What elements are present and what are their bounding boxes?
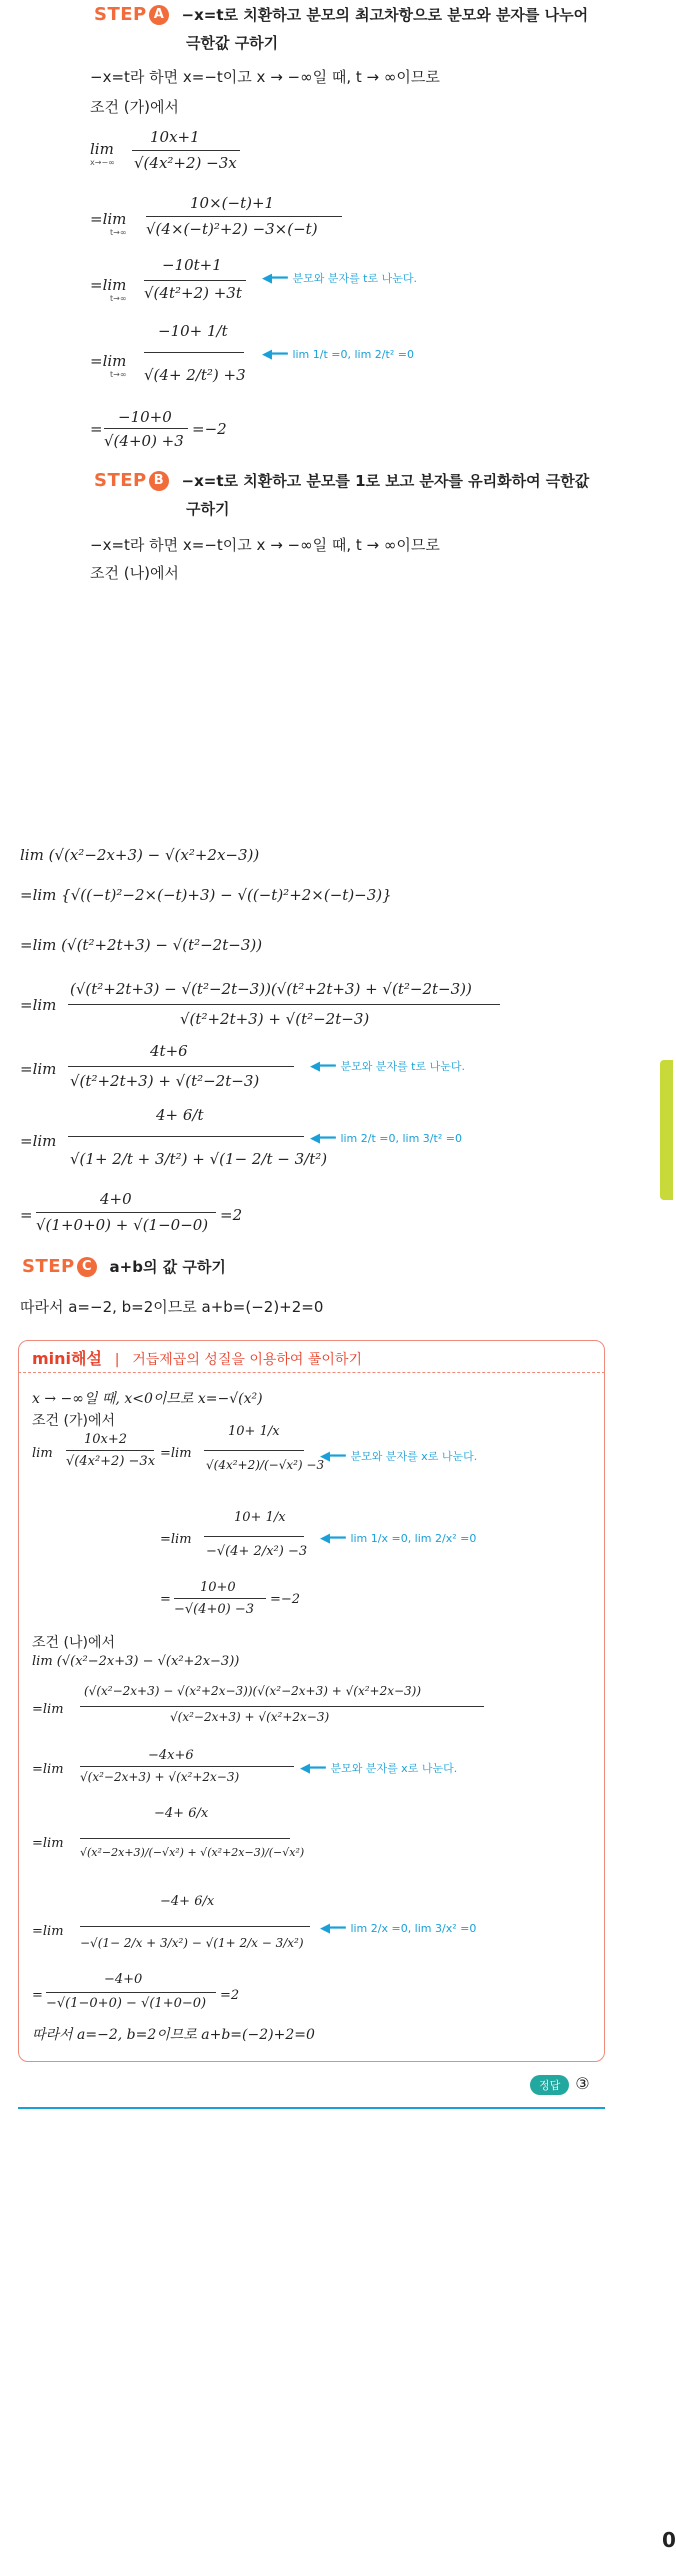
step-b-badge: B (149, 471, 169, 491)
mini-label: mini해설 (32, 1349, 102, 1368)
fraction-bar (80, 1926, 310, 1927)
fraction-bar (204, 1450, 304, 1451)
step-b-header (94, 470, 589, 491)
mini-m4-numerator: 10+ 1/x (234, 1510, 286, 1525)
equals-lim: =lim (90, 276, 127, 294)
equals-sign: = (90, 420, 103, 438)
step-a-lim5-result: =−2 (192, 420, 227, 438)
arrow-left-icon: ◀━━ (320, 1531, 346, 1546)
equals-lim: =lim (32, 1924, 64, 1939)
lim-symbol: lim (90, 140, 114, 158)
fraction-bar (46, 1992, 216, 1993)
fraction-bar (174, 1598, 266, 1599)
mini-m8-denominator: √(x²−2x+3) + √(x²+2x−3) (170, 1710, 330, 1724)
step-b-l2: =lim {√((−t)²−2×(−t)+3) − √((−t)²+2×(−t)−3)} (20, 886, 392, 904)
equals-lim: =lim (160, 1446, 192, 1461)
mini-m3b-denominator: √(4x²+2)/(−√x²) −3 (206, 1458, 325, 1472)
step-a-title-line2: 극한값 구하기 (186, 34, 279, 52)
equals-lim: =lim (20, 996, 57, 1014)
mini-m3-annotation (320, 1446, 477, 1464)
equals-lim: =lim (160, 1532, 192, 1547)
step-a-lim2-denominator: √(4×(−t)²+2) −3×(−t) (146, 220, 318, 238)
step-b-l4-numerator: (√(t²+2t+3) − √(t²−2t−3))(√(t²+2t+3) + √(t²−2t−3)) (70, 980, 472, 998)
arrow-left-icon: ◀━━ (262, 347, 288, 362)
arrow-left-icon: ◀━━ (310, 1131, 336, 1146)
mini-m1: x → −∞일 때, x<0이므로 x=−√(x²) (32, 1391, 263, 1407)
fraction-bar (66, 1450, 154, 1451)
equals-sign: = (32, 1988, 43, 2003)
step-a-lim4-numerator: −10+ 1/t (158, 322, 228, 340)
fraction-bar (68, 1066, 294, 1067)
step-b-l5-note: 분모와 분자를 t로 나눈다. (340, 1060, 465, 1073)
answer-row (530, 2074, 590, 2095)
mini-separator: | (114, 1352, 120, 1368)
equals-lim: =lim (32, 1702, 64, 1717)
step-a-lim1-numerator: 10x+1 (150, 128, 200, 146)
answer-number: ③ (575, 2074, 590, 2093)
mini-m3-note: 분모와 분자를 x로 나눈다. (350, 1450, 478, 1463)
step-b-l7-denominator: √(1+0+0) + √(1−0−0) (36, 1216, 209, 1234)
equals-lim: =lim (20, 1132, 57, 1150)
fraction-bar (68, 1136, 304, 1137)
step-a-lim2-numerator: 10×(−t)+1 (190, 194, 275, 212)
fraction-bar (144, 280, 246, 281)
mini-m9-note: 분모와 분자를 x로 나눈다. (330, 1762, 458, 1775)
step-a-lim4-annotation (262, 344, 414, 362)
fraction-bar (104, 428, 188, 429)
mini-m5-result: =−2 (270, 1592, 301, 1607)
fraction-bar (36, 1212, 216, 1213)
mini-m10-denominator: √(x²−2x+3)/(−√x²) + √(x²+2x−3)/(−√x²) (80, 1846, 305, 1859)
mini-m4-note: lim 1/x =0, lim 2/x² =0 (350, 1532, 477, 1545)
answer-badge: 정답 (530, 2075, 569, 2095)
step-a-badge: A (149, 5, 169, 25)
mini-m12-result: =2 (220, 1988, 240, 2003)
step-b-l5-denominator: √(t²+2t+3) + √(t²−2t−3) (70, 1072, 260, 1090)
step-b-line1: −x=t라 하면 x=−t이고 x → −∞일 때, t → ∞이므로 (90, 536, 440, 554)
equals-lim: =lim (90, 352, 127, 370)
lim-subscript: x→−∞ (90, 158, 115, 167)
section-divider (18, 2107, 605, 2109)
step-b-l5-numerator: 4t+6 (150, 1042, 188, 1060)
step-b-l1: lim (√(x²−2x+3) − √(x²+2x−3)) (20, 846, 260, 864)
step-b-l6-annotation (310, 1128, 462, 1146)
equals-lim: =lim (32, 1762, 64, 1777)
step-b-l7-result: =2 (220, 1206, 243, 1224)
lim-subscript: t→∞ (110, 294, 127, 303)
step-b-l7-numerator: 4+0 (100, 1190, 132, 1208)
step-a-title-line1: −x=t로 치환하고 분모의 최고차항으로 분모와 분자를 나누어 (181, 6, 589, 24)
step-b-title-line2: 구하기 (186, 500, 230, 518)
step-c-line1: 따라서 a=−2, b=2이므로 a+b=(−2)+2=0 (20, 1298, 324, 1316)
lim-subscript: t→∞ (110, 370, 127, 379)
step-b-title-line1: −x=t로 치환하고 분모를 1로 보고 분자를 유리화하여 극한값 (181, 472, 590, 490)
mini-m13: 따라서 a=−2, b=2이므로 a+b=(−2)+2=0 (32, 2027, 315, 2043)
mini-m11-note: lim 2/x =0, lim 3/x² =0 (350, 1922, 477, 1935)
arrow-left-icon: ◀━━ (320, 1921, 346, 1936)
mini-m12-numerator: −4+0 (104, 1972, 143, 1987)
equals-sign: = (160, 1592, 171, 1607)
mini-m7: lim (√(x²−2x+3) − √(x²+2x−3)) (32, 1654, 240, 1669)
arrow-left-icon: ◀━━ (262, 271, 288, 286)
step-a-lim3-annotation (262, 268, 417, 286)
mini-explanation-box (18, 1340, 605, 2062)
step-b-l5-annotation (310, 1056, 465, 1074)
step-a-header (94, 4, 588, 25)
mini-m3b-numerator: 10+ 1/x (228, 1424, 280, 1439)
arrow-left-icon: ◀━━ (320, 1449, 346, 1464)
step-b-l3: =lim (√(t²+2t+3) − √(t²−2t−3)) (20, 936, 263, 954)
fraction-bar (80, 1766, 294, 1767)
step-a-lim5-denominator: √(4+0) +3 (104, 432, 184, 450)
step-a-lim5-numerator: −10+0 (118, 408, 172, 426)
mini-m6: 조건 (나)에서 (32, 1635, 115, 1651)
equals-lim: =lim (20, 1060, 57, 1078)
step-b-line2: 조건 (나)에서 (90, 564, 179, 582)
mini-m9-numerator: −4x+6 (148, 1748, 194, 1763)
step-a-label: STEP (94, 4, 147, 25)
step-a-lim4-denominator: √(4+ 2/t²) +3 (144, 366, 246, 384)
mini-title: 거듭제곱의 성질을 이용하여 풀이하기 (132, 1352, 362, 1368)
mini-m11-annotation (320, 1918, 476, 1936)
step-a-lim3-note: 분모와 분자를 t로 나눈다. (292, 272, 417, 285)
mini-m10-numerator: −4+ 6/x (154, 1806, 209, 1821)
side-tab (660, 1060, 673, 1200)
mini-m2: 조건 (가)에서 (32, 1413, 115, 1429)
page-number: 0 (662, 2528, 676, 2552)
mini-title-row (32, 1346, 362, 1369)
equals-lim: =lim (32, 1836, 64, 1851)
mini-m12-denominator: −√(1−0+0) − √(1+0−0) (46, 1996, 207, 2011)
fraction-bar (146, 216, 342, 217)
mini-m4-denominator: −√(4+ 2/x²) −3 (206, 1544, 308, 1559)
arrow-left-icon: ◀━━ (310, 1059, 336, 1074)
mini-m11-denominator: −√(1− 2/x + 3/x²) − √(1+ 2/x − 3/x²) (80, 1936, 304, 1950)
step-a-lim3-numerator: −10t+1 (162, 256, 222, 274)
fraction-bar (204, 1536, 304, 1537)
equals-lim: =lim (90, 210, 127, 228)
step-a-lim3-denominator: √(4t²+2) +3t (144, 284, 242, 302)
mini-m3-numerator: 10x+2 (84, 1432, 128, 1447)
step-c-badge: C (77, 1257, 97, 1277)
lim-symbol: lim (32, 1446, 53, 1461)
mini-m9-annotation (300, 1758, 457, 1776)
step-b-l6-numerator: 4+ 6/t (156, 1106, 204, 1124)
step-a-line1: −x=t라 하면 x=−t이고 x → −∞일 때, t → ∞이므로 (90, 68, 440, 86)
mini-m5-denominator: −√(4+0) −3 (174, 1602, 255, 1617)
step-b-l6-denominator: √(1+ 2/t + 3/t²) + √(1− 2/t − 3/t²) (70, 1150, 328, 1168)
equals-sign: = (20, 1206, 33, 1224)
step-a-lim4-note: lim 1/t =0, lim 2/t² =0 (292, 348, 414, 361)
lim-subscript: t→∞ (110, 228, 127, 237)
step-a-lim1-denominator: √(4x²+2) −3x (134, 154, 237, 172)
step-a-line2: 조건 (가)에서 (90, 98, 179, 116)
mini-m4-annotation (320, 1528, 476, 1546)
fraction-bar (68, 1004, 500, 1005)
step-b-l4-denominator: √(t²+2t+3) + √(t²−2t−3) (180, 1010, 370, 1028)
step-b-l6-note: lim 2/t =0, lim 3/t² =0 (340, 1132, 462, 1145)
fraction-bar (80, 1838, 290, 1839)
mini-m5-numerator: 10+0 (200, 1580, 236, 1595)
step-c-title: a+b의 값 구하기 (109, 1258, 226, 1276)
mini-m8-numerator: (√(x²−2x+3) − √(x²+2x−3))(√(x²−2x+3) + √(x²+2x−3)) (84, 1684, 422, 1698)
arrow-left-icon: ◀━━ (300, 1761, 326, 1776)
step-b-label: STEP (94, 470, 147, 491)
fraction-bar (132, 150, 240, 151)
mini-m11-numerator: −4+ 6/x (160, 1894, 215, 1909)
mini-m3-denominator: √(4x²+2) −3x (66, 1454, 156, 1469)
fraction-bar (80, 1706, 484, 1707)
fraction-bar (144, 352, 244, 353)
step-c-label: STEP (22, 1256, 75, 1277)
mini-m9-denominator: √(x²−2x+3) + √(x²+2x−3) (80, 1770, 240, 1784)
step-c-header (22, 1256, 226, 1277)
